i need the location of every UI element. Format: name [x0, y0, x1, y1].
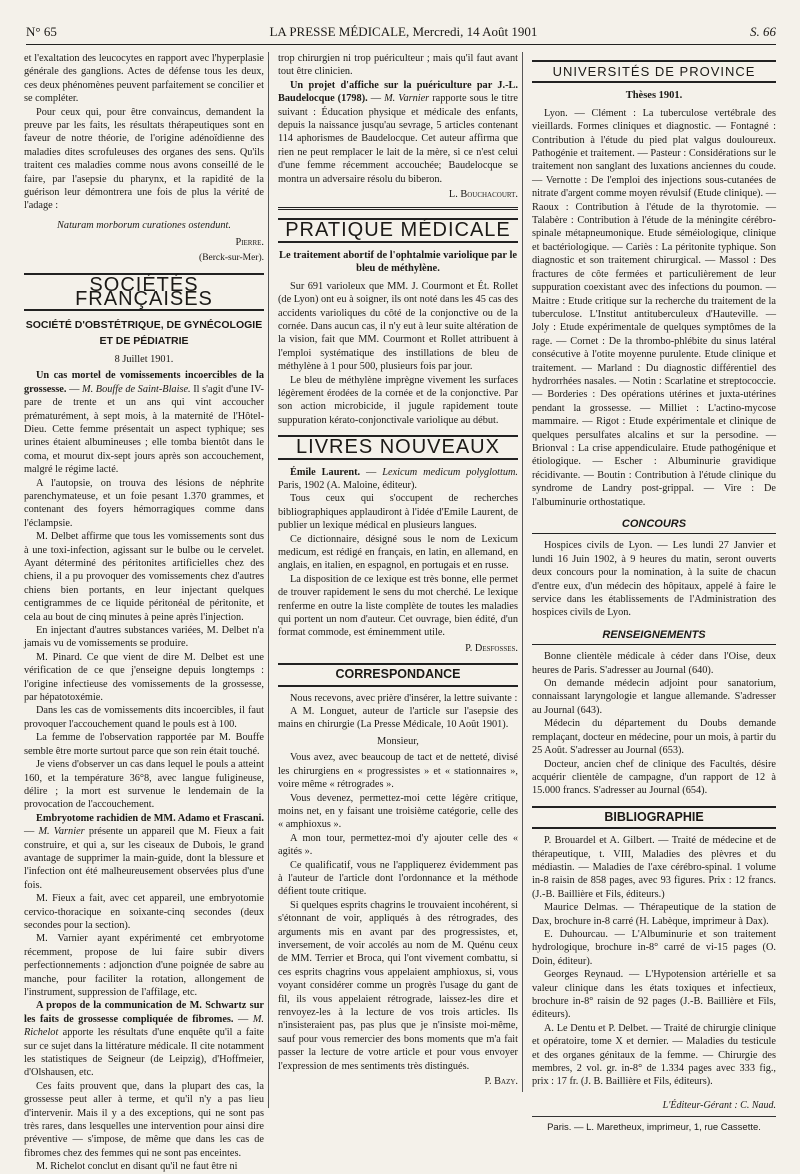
- article-title: A propos de la communication de M. Schwartz sur les faits de grossesse compliquée de fibromes.: [24, 1000, 264, 1025]
- column-1: et l'exaltation des leucocytes en rapport avec l'hyperplasie générale des ganglions. Actes de défense tous les deux, ces deux phénomènes peuvent parfaitement se concilier et se compléter. Pour ceux qui, pour être convaincus, demandent la preuve par les faits, les résultats thérapeutiques sont en faveur de notre théorie, de l'origine adénoïdienne des maladies dites scrofuleuses des organes des sens. Qu'ils traitent ces maladies comme nous avons conseillé de le faire, par l'asepsie du pharynx, et la rapidité de la guérison leur démontrera une fois de plus la vérité de l'adage : Naturam morborum curationes ostendunt. Pierre. (Berck-sur-Mer). SOCIÉTÉS FRANÇAISES SOCIÉTÉ D'OBSTÉTRIQUE, DE GYNÉCOLOGIE ET DE PÉDIATRIE 8 Juillet 1901. Un cas mortel de vomissements incoercibles de la grossesse. — M. Bouffe de Saint-Blaise. Il s'agit d'une IV-pare de trente et un ans qui vint accoucher prématurément, à sept mois, à la maternité de l'Hôtel-Dieu. Cette femme présentait un aspect typhique; ses urines étaient albumineuses ; elle tomba bientôt dans le coma, et mourut dix-sept jours après son accouchement, malgré le régime lacté. A l'autopsie, on trouva des lésions de néphrite parenchymateuse, et un foie pesant 1.370 grammes, et contenant des foyers hémorragiques comme dans l'éclampsie. M. Delbet affirme que tous les vomissements sont dus à une toxi-infection, agissant sur le bulbe ou le cervelet. Ayant déterminé des péritonites artificielles chez des chiens, il a pu provoquer des vomissements chez d'autres chiens bien portants, en leur injectant quelques centigrammes de ce liquide péritonéal de péritonite, et cela au bout de cinq minutes à peine après l'injection. En injectant d'autres substances variées, M. Delbet n'a jamais vu de vomissements se produire. M. Pinard. Ce que vient de dire M. Delbet est une vérification de ce que j'enseigne depuis longtemps : l'origine infectieuse des vomissements de la grossesse, par hépatotoxémie. Dans les cas de vomissements dits incoercibles, il faut provoquer l'accouchement quand le pouls est à 100. La femme de l'observation rapportée par M. Bouffe semble être morte surtout parce que son rein était touché. Je viens d'observer un cas dans lequel le pouls a atteint 160, et la température 36°8, avec langue fuligineuse, délire ; la mort est survenue le lendemain de la provocation de l'accouchement. Embryotome rachidien de MM. Adamo et Frascani. — M. Varnier présente un appareil que M. Fieux a fait construire, et qui a, sur les ciseaux de Dubois, le grand avantage de supprimer la main-guide, dont la blessure et l'infection ont été malheureusement observées plus d'une fois. M. Fieux a fait, avec cet appareil, une embryotomie cervico-thoracique en soixante-cinq secondes (deux secondes pour la section). M. Varnier ayant expérimenté cet embryotome récemment, propose de lui faire subir divers perfectionnements : adjonction d'une poignée de sabre au manche, pour faciliter la rotation, allongement de l'instrument, suppression de l'affilage, etc. A propos de la communication de M. Schwartz sur les faits de grossesse compliquée de fibromes. — M. Richelot apporte les résultats d'une enquête qu'il a faite sur ce sujet dans la littérature médicale. Il cite notamment les statistiques de Seigneur (de Leipzig), d'Hoffmeier, d'Olshausen, etc. Ces faits prouvent que, dans la plupart des cas, la grossesse peut aller à terme, et qu'il n'y a pas lieu d'intervenir. Mais il y a des exceptions, qui ne sont pas très rares, dans lesquelles une intervention pour ainsi dire préventive — s'impose, de même que dans les cas de fibromes chez des femmes qui ne sont pas enceintes. M. Richelot conclut en disant qu'il ne faut être ni: [24, 53, 264, 1173]
- page-header: [26, 24, 776, 42]
- paragraph: A l'autopsie, on trouva des lésions de néphrite parenchymateuse, et un foie pesant 1.370 grammes, et contenant des foyers hémorragiques comme dans l'éclampsie.: [24, 477, 264, 529]
- paragraph: Nous recevons, avec prière d'insérer, la lettre suivante :: [290, 692, 518, 704]
- paragraph: Vous avez, avec beaucoup de tact et de netteté, divisé les chirurgiens en « progressistes » et « stationnaires », voire même « rétrogrades ».: [278, 752, 518, 791]
- section-heading: RENSEIGNEMENTS: [532, 629, 776, 645]
- article-author: M. Varnier: [38, 826, 85, 838]
- page-number: S. 66: [750, 24, 776, 39]
- article-author: M. Richelot: [24, 1013, 264, 1039]
- section-heading: BIBLIOGRAPHIE: [532, 806, 776, 829]
- book-author: Émile Laurent.: [290, 466, 361, 478]
- paragraph: M. Pinard. Ce que vient de dire M. Delbet est une vérification de ce que j'enseigne depuis longtemps : l'origine infectieuse des vomissements de la grossesse, par hépatotoxémie.: [24, 651, 264, 704]
- paragraph: Pour ceux qui, pour être convaincus, demandent la preuve par les faits, les résultats thérapeutiques sont en faveur de notre théorie, de l'origine adénoïdienne des maladies dites scrofuleuses des organes des sens. Qu'ils traitent ces maladies comme nous avons conseillé de le faire, par l'asepsie du pharynx, et la rapidité de la guérison leur démontrera une fois de plus la vérité de l'adage :: [24, 106, 264, 212]
- paragraph: M. Fieux a fait, avec cet appareil, une embryotomie cervico-thoracique en soixante-cinq secondes (deux secondes pour la section).: [24, 893, 264, 931]
- article-author: M. Bouffe de Saint-Blaise.: [82, 383, 191, 395]
- paragraph: En injectant d'autres substances variées, M. Delbet n'a jamais vu de vomissements se produire.: [24, 625, 264, 650]
- book-publisher: Paris, 1902 (A. Maloine, éditeur).: [278, 479, 417, 491]
- article-heading: Le traitement abortif de l'ophtalmie variolique par le bleu de méthylène.: [278, 249, 518, 275]
- printer-line: Paris. — L. Maretheux, imprimeur, 1, rue Cassette.: [532, 1116, 776, 1134]
- subsection-heading: Thèses 1901.: [625, 90, 683, 102]
- bibliography-entry: A. Le Dentu et P. Delbet. — Traité de chirurgie clinique et opératoire, tome X et dernier. — Maladies du testicule et des organes génitaux de la femme. — Chirurgie des membres, 2 vol. gr. in-8° de 1.334 pages avec 333 fig., prix : 17 fr. (J. B. Baillière et Fils, éditeurs).: [532, 1022, 776, 1088]
- section-heading: PRATIQUE MÉDICALE: [278, 218, 518, 242]
- paragraph: Ces faits prouvent que, dans la plupart des cas, la grossesse peut aller à terme, et qu'il n'y a pas lieu d'intervenir. Mais il y a des exceptions, qui ne sont pas très rares, dans lesquelles une intervention pour ainsi dire préventive — s'impose, de même que dans les cas de fibromes chez des femmes qui ne sont pas enceintes.: [24, 1080, 264, 1159]
- paragraph: Il s'agit d'une IV-pare de trente et un ans qui vint accoucher prématurément, à sept mois, à la maternité de l'Hôtel-Dieu. Cette femme présentait un aspect typhique; ses urines étaient albumineuses ; elle tomba bientôt dans le coma, et mourut dix-sept jours après son accouchement, malgré le régime lacté.: [24, 383, 264, 476]
- notice: On demande médecin adjoint pour sanatorium, connaissant laryngologie et langue allemande. S'adresser au Journal (643).: [532, 678, 776, 716]
- notice: Bonne clientèle médicale à céder dans l'Oise, deux heures de Paris. S'adresser au Journal (640).: [532, 651, 776, 676]
- paragraph: A M. Longuet, auteur de l'article sur l'asepsie des mains en chirurgie (La Presse Médicale, 10 Août 1901).: [278, 706, 518, 731]
- paragraph: Vous devenez, permettez-moi cette légère critique, moins net, en y faisant une troisième catégorie, celle des « amphioxus ».: [278, 792, 518, 831]
- salutation: Monsieur,: [377, 735, 419, 747]
- section-heading: SOCIÉTÉS FRANÇAISES: [24, 273, 264, 311]
- paragraph: Tous ceux qui s'occupent de recherches bibliographiques applaudiront à l'idée d'Emile Laurent, de publier un lexique médical en plusieurs langues.: [278, 493, 518, 532]
- journal-title: LA PRESSE MÉDICALE, Mercredi, 14 Août 1901: [269, 24, 538, 39]
- bibliography-entry: Maurice Delmas. — Thérapeutique de la station de Dax, brochure in-8 carré (H. Labèque, imprimeur à Dax).: [532, 902, 776, 927]
- column-rule-1: [268, 52, 269, 1108]
- issue-number: N° 65: [26, 24, 57, 39]
- paragraph: Je viens d'observer un cas dans lequel le pouls a atteint 160, et la température 36°8, avec langue fuligineuse, délire ; la mort est survenue le lendemain de la provocation de l'accouchement.: [24, 759, 264, 811]
- signature: P. Bazy.: [484, 1076, 518, 1088]
- paragraph: M. Varnier ayant expérimenté cet embryotome récemment, propose de lui faire subir divers perfectionnements : adjonction d'une poignée de sabre au manche, pour faciliter la rotation, allongement de l'instrument, suppression de l'affilage, etc.: [24, 933, 264, 998]
- column-2: trop chirurgien ni trop puériculteur ; mais qu'il faut avant tout être clinicien. Un projet d'affiche sur la puériculture par J.-L. Baudelocque (1798). — M. Varnier rapporte sous le titre suivant : Éducation physique et médicale des enfants, depuis la naissance jusqu'au sevrage, 5 articles contenant 114 aphorismes de Baudelocque. Cet auteur affirma que rien ne peut remplacer le lait de la mère, si ce n'est celui d'une femme récemment accouchée; Baudelocque se montra un adversaire résolu du biberon. L. Bouchacourt. PRATIQUE MÉDICALE Le traitement abortif de l'ophtalmie variolique par le bleu de méthylène. Sur 691 varioleux que MM. J. Courmont et Ét. Rollet (de Lyon) ont eu à soigner, ils ont noté dans les 45 cas des accidents varioliques du côté de la conjonctive ou de la cornée. Dans aucun cas, il n'y eut à leur suite altération de la vision, fait que MM. Courmont et Rollet attribuent à l'emploi systématique des instillations de bleu de méthylène à 1 pour 500, plusieurs fois par jour. Le bleu de méthylène imprègne vivement les surfaces légèrement érodées de la cornée et de la conjonctive. Par son action microbicide, il jugule rapidement toute suppuration kérato-conjonctivale variolique au début. LIVRES NOUVEAUX Émile Laurent. — Lexicum medicum polyglottum. Paris, 1902 (A. Maloine, éditeur). Tous ceux qui s'occupent de recherches bibliographiques applaudiront à l'idée d'Emile Laurent, de publier un lexique médical en plusieurs langues. Ce dictionnaire, désigné sous le nom de Lexicum medicum, est rédigé en français, en latin, en allemand, en anglais, en italien, en espagnol, en portugais et en russe. La disposition de ce lexique est très bonne, elle permet de trouver rapidement le sens du mot cherché. Le lexique renferme en outre la liste complète de toutes les maladies qui portent un nom d'auteur. Cet ouvrage, bien édité, d'un format commode, est éminemment utile. P. Desfosses. CORRESPONDANCE Nous recevons, avec prière d'insérer, la lettre suivante : A M. Longuet, auteur de l'article sur l'asepsie des mains en chirurgie (La Presse Médicale, 10 Août 1901). Monsieur, Vous avez, avec beaucoup de tact et de netteté, divisé les chirurgiens en « progressistes » et « stationnaires », voire même « rétrogrades ». Vous devenez, permettez-moi cette légère critique, moins net, en y faisant une troisième catégorie, celle des « amphioxus ». A mon tour, permettez-moi d'y ajouter celle des « agités ». Ce qualificatif, vous ne l'appliquerez évidemment pas à l'auteur de l'article dont l'ordonnance et la méthode défient toute critique. Si quelques esprits chagrins le trouvaient incohérent, si s'étonnant de voir, appliqués à des rétrogrades, des arguments mis en avant par des progressistes, et, inversement, de voir accolés au nom de M. Quénu ceux de MM. Terrier et Broca, qui l'ont vivement combattu, si ces esprits chagrins vous appelaient amphioxus, si, vous voyant considérer comme un progrès l'usage du gant de fil, ils vous appelaient rétrograde, laissez-les dire et renvoyez-les à la lecture de vos trois articles. Ils n'insisteraient pas, pas plus que je n'insiste moi-même, sauf pour vous remercier des bons moments que m'a fait passer la lecture de votre article et pour vous envoyer l'expression de mes sentiments très distingués. P. Bazy.: [278, 53, 519, 1088]
- editor-line: L'Éditeur-Gérant : C. Naud.: [662, 1099, 776, 1111]
- society-heading: SOCIÉTÉ D'OBSTÉTRIQUE, DE GYNÉCOLOGIE ET DE PÉDIATRIE: [25, 318, 263, 347]
- section-heading: CORRESPONDANCE: [278, 663, 518, 686]
- article-title: Un projet d'affiche sur la puériculture par J.-L. Baudelocque (1798).: [278, 79, 518, 105]
- session-date: 8 Juillet 1901.: [114, 353, 174, 365]
- paragraph: Sur 691 varioleux que MM. J. Courmont et Ét. Rollet (de Lyon) ont eu à soigner, ils ont noté dans les 45 cas des accidents varioliques du côté de la conjonctive ou de la cornée. Dans aucun cas, il n'y eut à leur suite altération de la vision, fait que MM. Courmont et Rollet attribuent à l'emploi systématique des instillations de bleu de méthylène à 1 pour 500, plusieurs fois par jour.: [278, 280, 518, 373]
- article-author: M. Varnier: [384, 93, 430, 105]
- header-rule: [26, 44, 776, 45]
- column-3: [532, 52, 776, 1134]
- paragraph: apporte les résultats d'une enquête qu'il a faite sur ce sujet dans la littérature médicale. Il cite notamment les statistiques de Seigneur (de Leipzig), d'Hoffmeier, d'Olshausen, etc.: [24, 1027, 264, 1079]
- paragraph: Dans les cas de vomissements dits incoercibles, il faut provoquer l'accouchement quand le pouls est à 100.: [24, 705, 264, 730]
- paragraph: trop chirurgien ni trop puériculteur ; mais qu'il faut avant tout être clinicien.: [278, 53, 518, 78]
- paragraph: A mon tour, permettez-moi d'y ajouter celle des « agités ».: [278, 832, 518, 858]
- paragraph: Ce qualificatif, vous ne l'appliquerez évidemment pas à l'auteur de l'article dont l'ordonnance et la méthode défient toute critique.: [278, 859, 518, 898]
- paragraph: La disposition de ce lexique est très bonne, elle permet de trouver rapidement le sens du mot cherché. Le lexique renferme en outre la liste complète de toutes les maladies qui portent un nom d'auteur. Cet ouvrage, bien édité, d'un format commode, est éminemment utile.: [278, 573, 518, 639]
- signature: L. Bouchacourt.: [448, 189, 518, 201]
- signature: Pierre.: [235, 237, 264, 249]
- paragraph: rapporte sous le titre suivant : Éducation physique et médicale des enfants, depuis la naissance jusqu'au sevrage, 5 articles contenant 114 aphorismes de Baudelocque. Cet auteur affirma que rien ne peut remplacer le lait de la mère, si ce n'est celui d'une femme récemment accouchée; Baudelocque se montra un adversaire résolu du biberon.: [278, 93, 519, 185]
- paragraph: Hospices civils de Lyon. — Les lundi 27 Janvier et lundi 16 Juin 1902, à 9 heures du matin, seront ouverts deux concours pour la nomination, à la suite de chacun d'entre eux, d'un médecin des hôpitaux, appelé à faire le service dans les établissements de l'Administration des hospices civils de Lyon.: [532, 540, 776, 619]
- paragraph: Ce dictionnaire, désigné sous le nom de Lexicum medicum, est rédigé en français, en latin, en allemand, en anglais, en italien, en espagnol, en portugais et en russe.: [278, 533, 518, 572]
- bibliography-entry: P. Brouardel et A. Gilbert. — Traité de médecine et de thérapeutique, t. VIII, Maladies des plèvres et du médiastin. — Maladies de l'axe cérébro-spinal. 1 volume in-8 raisin de 858 pages, avec 93 figures. Prix : 12 francs. (J.-B. Baillière et Fils, éditeurs.): [532, 835, 776, 900]
- article-title: Un cas mortel de vomissements incoercibles de la grossesse.: [24, 370, 264, 395]
- latin-quote: Naturam morborum curationes ostendunt.: [57, 219, 231, 231]
- section-heading: UNIVERSITÉS DE PROVINCE: [532, 60, 776, 83]
- paragraph: M. Richelot conclut en disant qu'il ne faut être ni: [36, 1161, 238, 1173]
- section-heading: CONCOURS: [532, 518, 776, 534]
- footer: [532, 1099, 776, 1135]
- notice: Docteur, ancien chef de clinique des Facultés, désire acquérir clientèle de campagne, d'un rapport de 12 à 15.000 francs. S'adresser au Journal (654).: [532, 758, 776, 797]
- divider: [278, 207, 518, 210]
- column-rule-2: [522, 52, 523, 1092]
- paragraph: et l'exaltation des leucocytes en rapport avec l'hyperplasie générale des ganglions. Actes de défense tous les deux, ces deux phénomènes peuvent parfaitement se concilier et se compléter.: [24, 53, 264, 105]
- article-title: Embryotome rachidien de MM. Adamo et Frascani.: [36, 812, 264, 824]
- notice: Médecin du département du Doubs demande remplaçant, docteur en médecine, pour un mois, à partir du 25 Août. S'adresser au Journal (653).: [532, 718, 776, 757]
- section-heading: LIVRES NOUVEAUX: [278, 435, 518, 459]
- paragraph: Lyon. — Clément : La tuberculose vertébrale des vieillards. Formes cliniques et diagnostic. — Fontagné : Contribution à l'étude du pied plat valgus douloureux. Pathogénie et traitement. — Pasteur : Considérations sur le traitement non sanglant des luxations anciennes du coude. — Vernotte : De l'emploi des injections sous-cutanées de nitrate d'argent comme moyen révulsif (Etude clinique). — Raoux : Contribution à l'étude de la thyrotomie. — Talabère : Contribution à l'étude de la méningite cérébro-spinale métapneumonique. Etude séméiologique, clinique et bactériologique. — Cariès : La péritonite typhique. Son diagnostic et son traitement chirurgical. — Massol : Des fractures de côte fermées et particulièrement de leur suppuration coexistant avec des infections du poumon. — Maitre : Etude critique sur la recherche du traitement de la tuberculose. L'Institut antituberculeux d'Hauteville. — Joly : Etude expérimentale de quelques symptômes de la rage. — Cornet : De la thrombo-phlébite du sinus latéral consécutive à l'otite moyenne purulente. Etude clinique et traitement. — Marland : Du diagnostic différentiel des hydrorrhées nasales. — Notin : Scarlatine et streptococcie. — Borderies : Des opérations utérines et juxta-utérines pendant la grossesse. — Milliet : L'actino-mycose mammaire. — Rigot : Etude expérimentale et clinique de quelques persulfates alcalins et sur la persodine. — Brionval : La crise appendiculaire. Etude pathogénique et étiologique. — Escher : Albuminurie gravidique récidivante. — Boutin : Contribution à l'étude clinique du syndrome de Landry post-grippal. — Vire : De l'albuminurie orthostatique.: [532, 107, 776, 508]
- paragraph: Si quelques esprits chagrins le trouvaient incohérent, si s'étonnant de voir, appliqués à des rétrogrades, des arguments mis en avant par des progressistes, et, inversement, de voir accolés au nom de M. Quénu ceux de MM. Terrier et Broca, qui l'ont vivement combattu, si ces esprits chagrins vous appelaient amphioxus, si, vous voyant considérer comme un progrès l'usage du gant de fil, ils vous appelaient rétrograde, laissez-les dire et renvoyez-les à la lecture de vos trois articles. Ils n'insisteraient pas, pas plus que je n'insiste moi-même, sauf pour vous remercier des bons moments que m'a fait passer la lecture de votre article et pour vous envoyer l'expression de mes sentiments très distingués.: [278, 899, 518, 1072]
- paragraph: M. Delbet affirme que tous les vomissements sont dus à une toxi-infection, agissant sur le bulbe ou le cervelet. Ayant déterminé des péritonites artificielles chez des chiens, il a pu provoquer des vomissements chez d'autres chiens bien portants, en leur injectant quelques centigrammes de ce liquide péritonéal de péritonite, et cela au bout de cinq minutes à peine après l'injection.: [24, 531, 264, 623]
- signature-place: (Berck-sur-Mer).: [199, 252, 264, 263]
- signature: P. Desfosses.: [465, 642, 518, 654]
- paragraph: présente un appareil que M. Fieux a fait construire, et qui a, sur les ciseaux de Dubois, le grand avantage de supprimer la main-guide, dont la blessure et l'infection ont été malheureusement observées plus d'une fois.: [24, 826, 264, 891]
- paragraph: La femme de l'observation rapportée par M. Bouffe semble être morte surtout parce que son rein était touché.: [24, 732, 264, 757]
- paragraph: Le bleu de méthylène imprègne vivement les surfaces légèrement érodées de la cornée et de la conjonctive. Par son action microbicide, il jugule rapidement toute suppuration kérato-conjonctivale variolique au début.: [278, 374, 518, 426]
- bibliography-entry: Georges Reynaud. — L'Hypotension artérielle et sa valeur clinique dans les états toxiques et infectieux, brochure in-8° raisin de 92 pages (J.-B. Baillière et Fils, éditeurs).: [532, 969, 776, 1021]
- bibliography-entry: E. Duhourcau. — L'Albuminurie et son traitement hydrologique, brochure in-8° carré de vi-15 pages (O. Doin, éditeur).: [532, 928, 776, 967]
- book-title: Lexicum medicum polyglottum.: [382, 466, 518, 478]
